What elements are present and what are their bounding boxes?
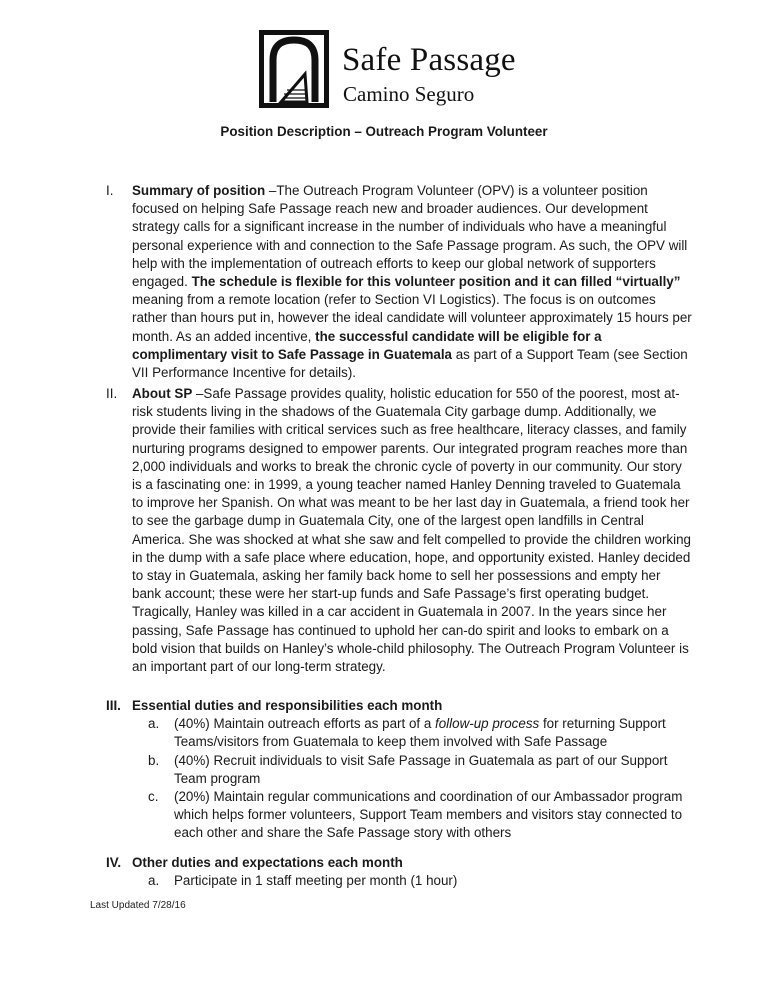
page-title: Position Description – Outreach Program Volunteer (220, 124, 548, 139)
safe-passage-logo (259, 30, 519, 112)
duty-item (148, 872, 692, 890)
duty-item (148, 788, 692, 843)
duty-item (148, 715, 692, 751)
section-numeral: I. (106, 183, 114, 198)
body-text: –The Outreach Program Volunteer (OPV) is a volunteer position focused on helping Safe Passage reach new and broader audiences. Our development strategy calls for a significant increase in the number of individuals who have a meaningful personal experience with and connection to the Safe Passage program. As such, the OPV will help with the implementation of outreach efforts to keep our global network of supporters engaged. (132, 183, 688, 290)
item-text: Participate in 1 staff meeting per month (1 hour) (174, 873, 458, 889)
section-body (132, 182, 692, 382)
body-text: –Safe Passage provides quality, holistic education for 550 of the poorest, most at-risk students living in the shadows of the Guatemala City garbage dump. Additionally, we provide their families with critical services such as free healthcare, literacy classes, and family nurturing programs designed to empower parents. Our integrated program reaches more than 2,000 individuals and works to break the chronic cycle of poverty in our community. Our story is a fascinating one: in 1999, a young teacher named Hanley Denning traveled to Guatemala to improve her Spanish. On what was meant to be her last day in Guatemala, a friend took her to see the garbage dump in Guatemala City, one of the largest open landfills in Central America. She was shocked at what she saw and felt compelled to provide the children working in the dump with a safe place where education, hope, and opportunity existed. Hanley decided to stay in Guatemala, asking her family back home to sell her possessions and empty her bank account; these were her start-up funds and Safe Passage’s first operating budget. Tragically, Hanley was killed in a car accident in Guatemala in 2007. In the years since her passing, Safe Passage has continued to uphold her can-do spirit and looks to embark on a bold vision that builds on Hanley’s whole-child philosophy. The Outreach Program Volunteer is an important part of our long-term strategy. (132, 386, 691, 675)
section-body (132, 697, 692, 843)
item-text: (20%) Maintain regular communications and coordination of our Ambassador program which helps former volunteers, Support Team members and visitors stay connected to each other and share the Safe Passage story with others (174, 789, 683, 841)
duty-item (148, 752, 692, 788)
logo-title: Safe Passage (342, 42, 516, 78)
arch-doorway-logo-icon (259, 30, 329, 108)
item-letter: b. (148, 752, 160, 768)
item-letter: c. (148, 789, 159, 805)
section-heading: Other duties and expectations each month (132, 855, 403, 870)
item-italic-text: follow-up process (435, 716, 540, 732)
section-heading: About SP (132, 386, 193, 401)
item-text: (40%) Recruit individuals to visit Safe Passage in Guatemala as part of our Support Team program (174, 752, 668, 786)
bold-text: the successful candidate will be eligible for a complimentary visit to Safe Passage in Guatemala (132, 328, 602, 362)
section-body (132, 854, 692, 890)
item-text: for returning Support Teams/visitors from Guatemala to keep them involved with Safe Passage (174, 716, 666, 750)
body-text: as part of a Support Team (see Section VII Performance Incentive for details). (132, 346, 688, 381)
logo-subtitle: Camino Seguro (343, 82, 475, 106)
bold-text: The schedule is flexible for this volunteer position and it can filled “virtually” (191, 274, 681, 290)
section-numeral: II. (106, 386, 118, 401)
section-numeral: IV. (106, 855, 122, 870)
section-body (132, 385, 692, 676)
section-heading: Summary of position (132, 183, 266, 198)
section-heading: Essential duties and responsibilities each month (132, 698, 443, 713)
item-letter: a. (148, 873, 160, 889)
item-text: (40%) Maintain outreach efforts as part of a (174, 716, 436, 732)
section-numeral: III. (106, 698, 121, 713)
body-text: meaning from a remote location (refer to Section VI Logistics). The focus is on outcomes rather than hours put in, however the ideal candidate will volunteer approximately 15 hours per month. As an added incentive, (132, 292, 692, 344)
last-updated-footer: Last Updated 7/28/16 (90, 900, 186, 911)
item-letter: a. (148, 716, 160, 732)
